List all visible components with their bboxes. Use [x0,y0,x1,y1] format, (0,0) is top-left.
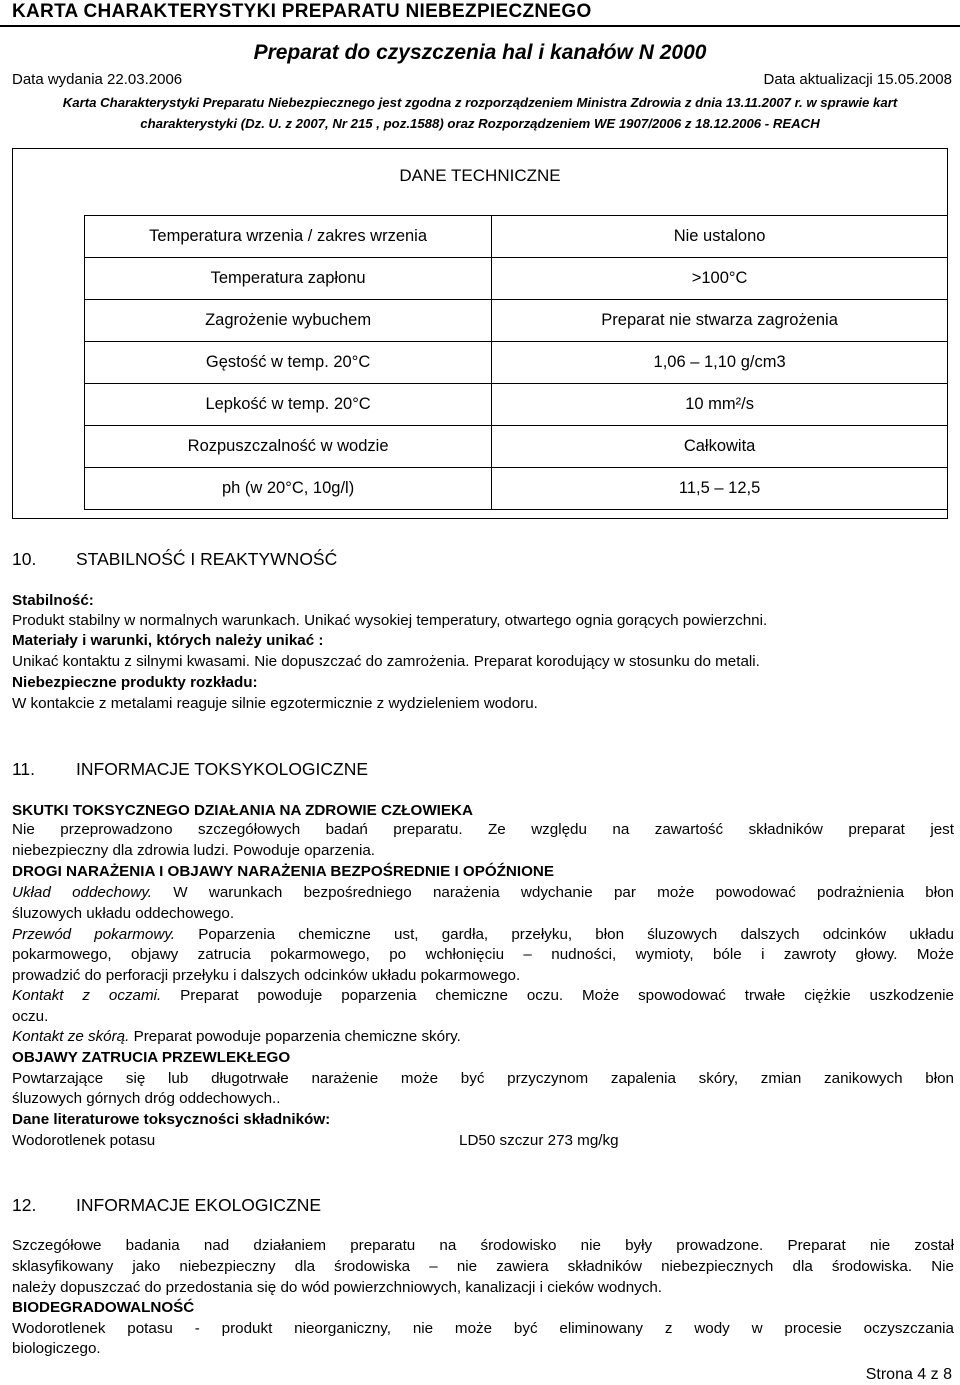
tech-label: Lepkość w temp. 20°C [85,384,492,426]
ecology-line: Szczegółowe badania nad działaniem preparatu na środowisko nie były prowadzone. Preparat nie został [12,1237,954,1254]
tech-value: 11,5 – 12,5 [492,468,948,510]
stability-label: Stabilność: [12,592,94,609]
table-row [85,216,948,258]
decomposition-text: W kontakcie z metalami reaguje silnie egzotermicznie z wydzieleniem wodoru. [12,695,538,712]
ecology-line: sklasyfikowany jako niebezpieczny dla środowiska – nie zawiera składników niebezpiecznych dla środowiska. Nie [12,1258,954,1275]
skin-contact-label: Kontakt ze skórą. [12,1028,130,1045]
section-number: 12. [12,1195,37,1215]
ecology-line: należy dopuszczać do przedostania się do wód powierzchniowych, kanalizacji i cieków wodnych. [12,1279,663,1296]
table-row [85,300,948,342]
table-row [85,468,948,510]
technical-data-box [12,148,948,519]
skin-contact-line: Kontakt ze skórą. Preparat powoduje poparzenia chemiczne skóry. [12,1028,461,1045]
update-date: Data aktualizacji 15.05.2008 [763,71,952,88]
eye-contact-line: Kontakt z oczami. Preparat powoduje poparzenia chemiczne oczu. Może spowodować trwałe ciężkie uszkodzenie [12,987,954,1004]
section-11-heading [12,759,368,780]
tech-value: 10 mm²/s [492,384,948,426]
tech-label: ph (w 20°C, 10g/l) [85,468,492,510]
health-effects-line: Nie przeprowadzono szczegółowych badań preparatu. Ze względu na zawartość składników preparat jest [12,821,954,838]
tech-value: Całkowita [492,426,948,468]
tech-value: Preparat nie stwarza zagrożenia [492,300,948,342]
compliance-note-line1: Karta Charakterystyki Preparatu Niebezpiecznego jest zgodna z rozporządzeniem Ministra Zdrowia z dnia 13.11.2007 r. w sprawie kart [62,95,898,110]
chronic-heading: OBJAWY ZATRUCIA PRZEWLEKŁEGO [12,1049,291,1066]
toxicity-substance: Wodorotlenek potasu [12,1132,156,1149]
chronic-line: śluzowych górnych dróg oddechowych.. [12,1090,281,1107]
toxicity-value: LD50 szczur 273 mg/kg [459,1132,619,1149]
table-row [85,384,948,426]
digestive-line: Przewód pokarmowy. Poparzenia chemiczne ust, gardła, przełyku, błon śluzowych dalszych odcinków układu [12,926,954,943]
section-12-heading [12,1195,321,1216]
table-row [85,258,948,300]
chronic-line: Powtarzające się lub długotrwałe narażenie może być przyczynom zapalenia skóry, zmian zanikowych błon [12,1070,954,1087]
respiratory-label: Układ oddechowy. [12,884,153,901]
section-title: STABILNOŚĆ I REAKTYWNOŚĆ [76,549,338,569]
product-name: Preparat do czyszczenia hal i kanałów N 2000 [253,41,707,64]
biodegradability-line: biologiczego. [12,1340,101,1357]
technical-data-title: DANE TECHNICZNE [399,166,561,185]
tech-label: Zagrożenie wybuchem [85,300,492,342]
digestive-line: pokarmowego, objawy zatrucia pokarmowego, po wchłonięciu – nudności, wymioty, bóle i zawroty głowy. Może [12,946,954,963]
table-row [85,426,948,468]
section-title: INFORMACJE TOKSYKOLOGICZNE [76,759,369,779]
digestive-line: prowadzić do perforacji przełyku i dalszych odcinków układu pokarmowego. [12,967,521,984]
tech-label: Temperatura zapłonu [85,258,492,300]
respiratory-line: Układ oddechowy. W warunkach bezpośredniego narażenia wdychanie par może powodować podrażnienia błon [12,884,954,901]
technical-data-table [84,215,948,510]
health-effects-line: niebezpieczny dla zdrowia ludzi. Powoduje oparzenia. [12,842,376,859]
section-10-heading [12,549,337,570]
avoid-label: Materiały i warunki, których należy unikać : [12,632,324,649]
compliance-note-line2: charakterystyki (Dz. U. z 2007, Nr 215 , poz.1588) oraz Rozporządzeniem WE 1907/2006 z 18.12.2006 - REACH [140,116,820,131]
exposure-routes-heading: DROGI NARAŻENIA I OBJAWY NARAŻENIA BEZPOŚREDNIE I OPÓŹNIONE [12,863,555,880]
biodegradability-heading: BIODEGRADOWALNOŚĆ [12,1299,195,1316]
toxicity-literature-heading: Dane literaturowe toksyczności składników: [12,1111,331,1128]
stability-text: Produkt stabilny w normalnych warunkach. Unikać wysokiej temperatury, otwartego ognia gorących powierzchni. [12,612,768,629]
tech-label: Temperatura wrzenia / zakres wrzenia [85,216,492,258]
page-number: Strona 4 z 8 [865,1366,952,1383]
biodegradability-line: Wodorotlenek potasu - produkt nieorganiczny, nie może być eliminowany z wody w procesie oczyszczania [12,1320,954,1337]
decomposition-label: Niebezpieczne produkty rozkładu: [12,674,258,691]
section-number: 11. [12,759,36,779]
eye-contact-line: oczu. [12,1008,49,1025]
avoid-text: Unikać kontaktu z silnymi kwasami. Nie dopuszczać do zamrożenia. Preparat korodujący w stosunku do metali. [12,653,760,670]
header-divider [0,25,960,27]
tech-label: Gęstość w temp. 20°C [85,342,492,384]
tech-value: >100°C [492,258,948,300]
document-type-title: KARTA CHARAKTERYSTYKI PREPARATU NIEBEZPIECZNEGO [12,1,592,22]
issue-date: Data wydania 22.03.2006 [12,71,183,88]
section-title: INFORMACJE EKOLOGICZNE [76,1195,322,1215]
table-row [85,342,948,384]
tech-value: Nie ustalono [492,216,948,258]
tech-value: 1,06 – 1,10 g/cm3 [492,342,948,384]
respiratory-line: śluzowych układu oddechowego. [12,905,235,922]
eye-contact-label: Kontakt z oczami. [12,987,162,1004]
section-number: 10. [12,549,37,569]
health-effects-heading: SKUTKI TOKSYCZNEGO DZIAŁANIA NA ZDROWIE CZŁOWIEKA [12,802,473,819]
tech-label: Rozpuszczalność w wodzie [85,426,492,468]
digestive-label: Przewód pokarmowy. [12,926,176,943]
